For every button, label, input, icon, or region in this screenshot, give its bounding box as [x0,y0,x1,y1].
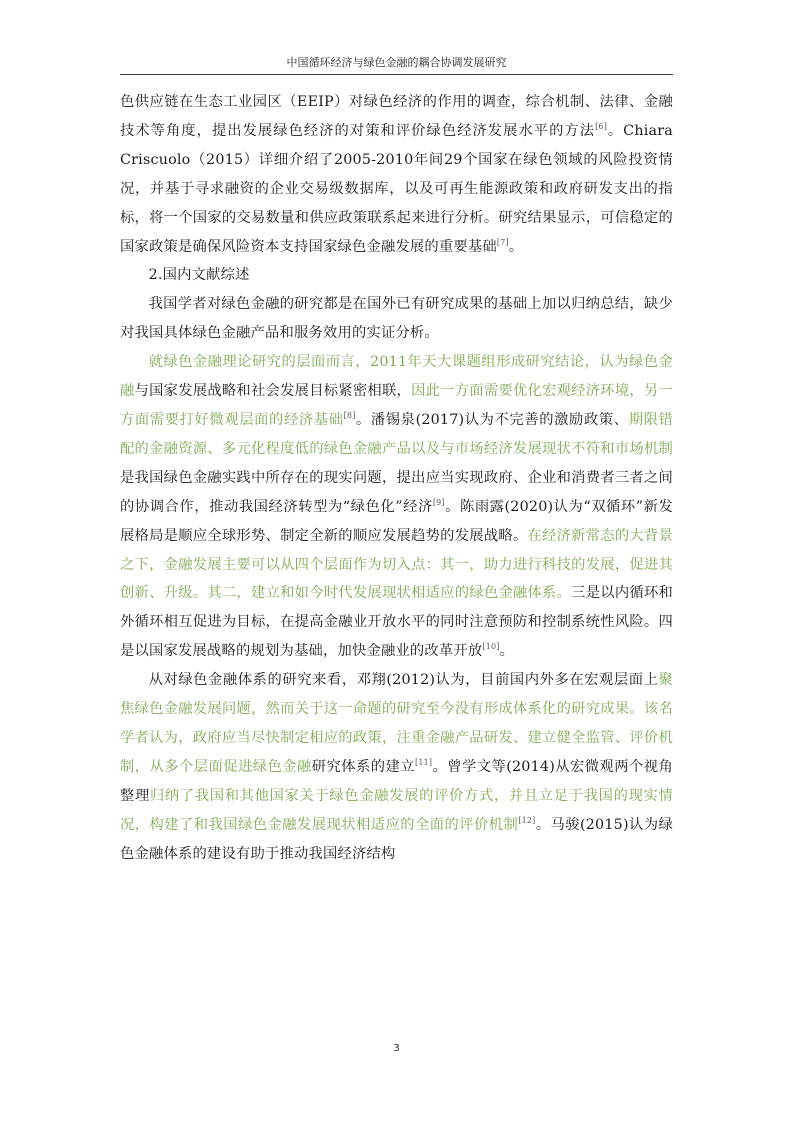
highlighted-text: 期限错配的金融资源、多元化程度低的绿色金融产品以及与市场经济发展现状不符和市场机制 [120,411,673,457]
highlighted-text: 在经济新常态的大背景之下，金融发展主要可以从四个层面作为切入点：其一，助力进行科技的发展，促进其创新、升级。其二，建立和如今时代发展现状相适应的绿色金融体系。 [120,527,673,602]
text-run: 。 [499,643,515,660]
text-run: 。潘锡泉(2017)认为不完善的激励政策、 [355,411,629,428]
paragraph-domestic-intro [120,290,673,348]
highlighted-text: 聚焦绿色金融发展问题，然而关于这一命题的研究至今没有形成体系化的研究成果。该名学者认为，政府应当尽快制定相应的政策，注重金融产品研发、建立健全监管、评价机制，从多个层面促进绿色金融 [120,672,673,775]
citation-ref: [7] [496,237,509,247]
text-run: 。马骏(2015)认为绿色金融体系的建设有助于推动我国经济结构 [120,816,673,862]
text-run: 。 [508,238,524,255]
text-run: 。陈雨露(2020)认为“双循环”新发展格局是顺应全球形势、制定全新的顺应发展趋势的发展战略。 [120,498,673,544]
running-header: 中国循环经济与绿色金融的耦合协调发展研究 [286,56,507,69]
header-rule [120,74,673,75]
text-run: 与国家发展战略和社会发展目标紧密相联， [134,383,412,400]
text-run: 。Chiara Criscuolo（2015）详细介绍了2005-2010年间29个国家在绿色领域的风险投资情况，并基于寻求融资的企业交易级数据库，以及可再生能源政策和政府研发支出的指标，将一个国家的交易数量和供应政策联系起来进行分析。研究结果显示，可信稳定的国家政策是确保风险资本支持国家绿色金融发展的重要基础 [120,122,673,255]
paragraph-system-review [120,666,673,868]
citation-ref: [9] [432,497,445,507]
text-run: 三是以内循环和外循环相互促进为目标，在提高金融业开放水平的同时注意预防和控制系统性风险。四是以国家发展战略的规划为基础，加快金融业的改革开放 [120,585,673,660]
text-run: 。曾学文等(2014)从宏微观两个视角整理 [120,758,673,804]
text-run: 是我国绿色金融实践中所存在的现实问题，提出应当实现政府、企业和消费者三者之间的协调合作，推动我国经济转型为“绿色化”经济 [120,469,673,515]
highlighted-text: 归纳了我国和其他国家关于绿色金融发展的评价方式，并且立足于我国的现实情况，构建了和我国绿色金融发展现状相适应的全面的评价机制 [120,787,673,833]
citation-ref: [11] [415,758,433,768]
highlighted-text: 就绿色金融理论研究的层面而言，2011年天大课题组形成研究结论，认为绿色金融 [120,354,673,400]
text-run: 色供应链在生态工业园区（EEIP）对绿色经济的作用的调查，综合机制、法律、金融技术等角度，提出发展绿色经济的对策和评价绿色经济发展水平的方法 [120,94,673,139]
highlighted-text: 因此一方面需要优化宏观经济环境，另一方面需要打好微观层面的经济基础 [120,383,673,428]
section-heading [120,261,673,290]
citation-ref: [8] [343,411,356,421]
body-text [120,88,673,868]
citation-ref: [10] [482,642,500,652]
paragraph-foreign-review-cont [120,88,673,261]
text-run: 研究体系的建立 [311,758,415,775]
citation-ref: [12] [518,815,536,825]
paragraph-theory-review [120,348,673,666]
text-run: 我国学者对绿色金融的研究都是在国外已有研究成果的基础上加以归纳总结，缺少对我国具体绿色金融产品和服务效用的实证分析。 [120,296,673,342]
citation-ref: [6] [595,122,608,132]
section-heading-text: 2.国内文献综述 [148,267,250,284]
page-number: 3 [393,1043,400,1054]
text-run: 从对绿色金融体系的研究来看，邓翔(2012)认为，目前国内外多在宏观层面上 [148,672,659,689]
